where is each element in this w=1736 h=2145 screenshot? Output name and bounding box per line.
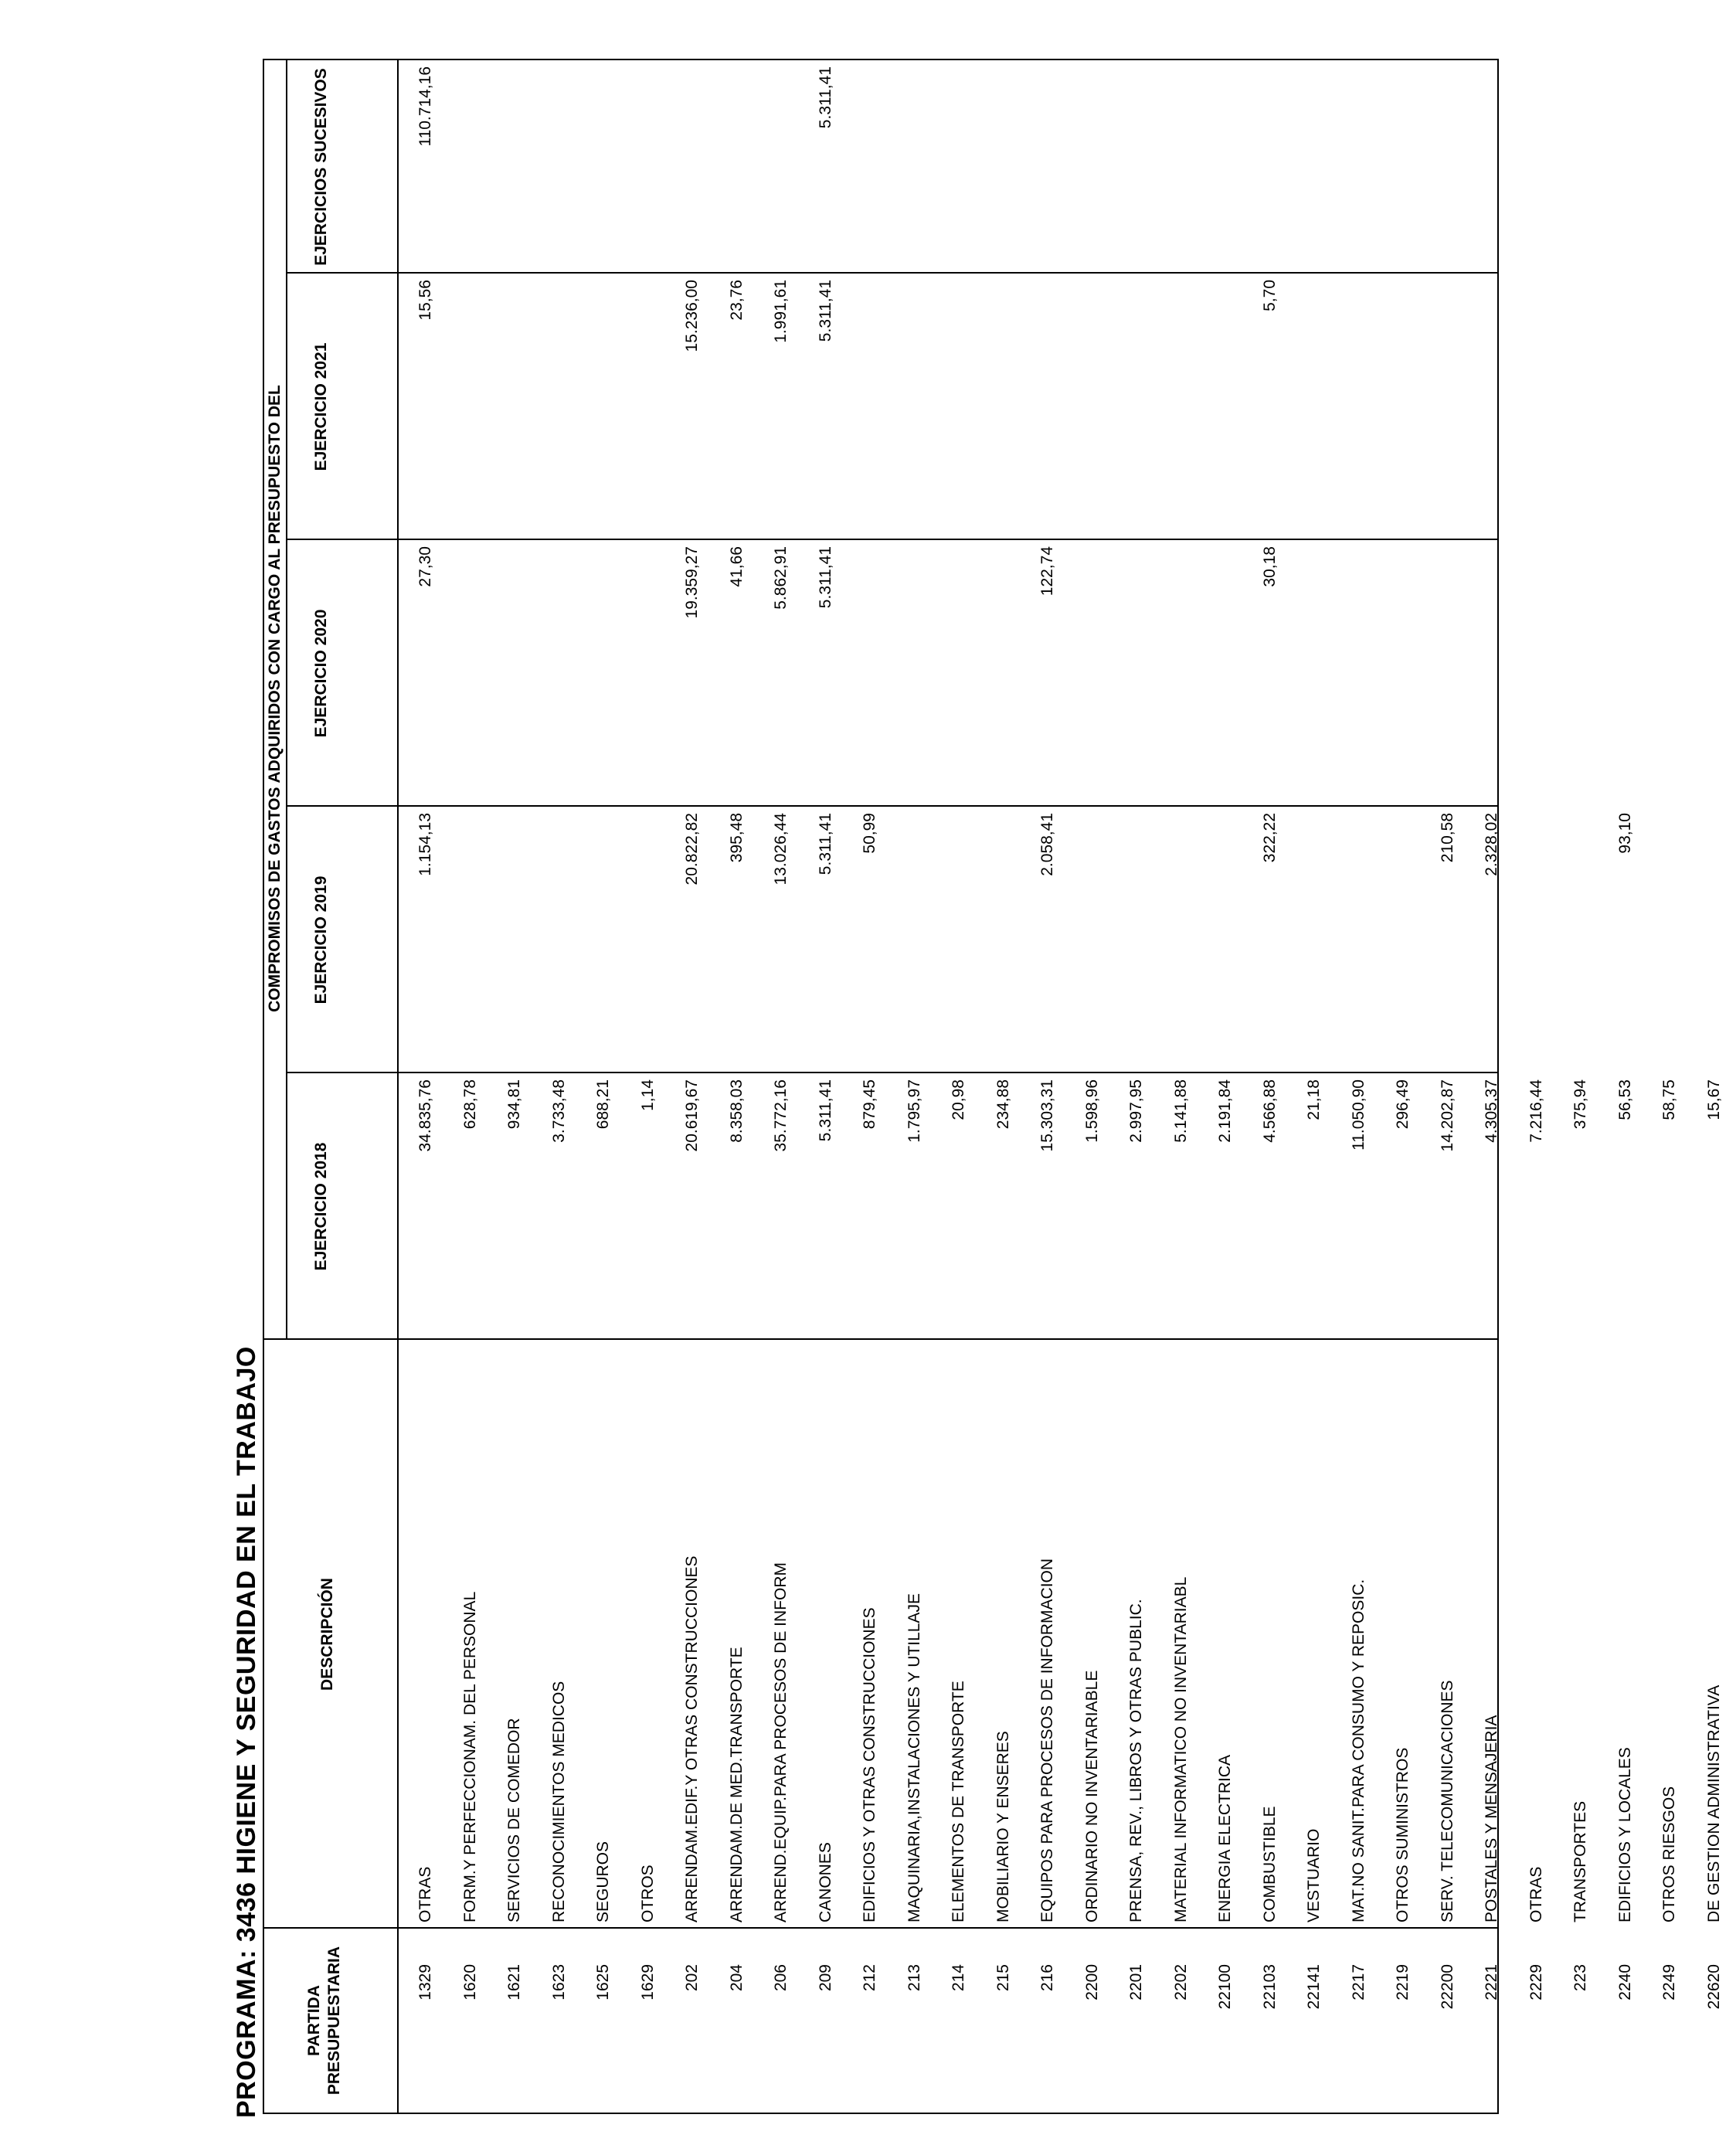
- ejercicio-2020-cell: [1381, 540, 1425, 807]
- ejercicio-2018-cell: 20.619,67: [683, 1079, 701, 1152]
- partida-code: 22141: [1305, 1964, 1323, 2010]
- descripcion-cell: POSTALES Y MENSAJERIA: [1483, 1715, 1500, 1922]
- partida-code: 206: [772, 1964, 790, 1992]
- ejercicio-2021-cell: [1558, 274, 1603, 540]
- partida-code: 1329: [416, 1964, 434, 2001]
- ejercicio-2019-cell: 2.058,41: [1038, 813, 1056, 876]
- ejercicio-2019-cell: 2.328,02: [1483, 813, 1500, 876]
- partida-code: 22200: [1438, 1964, 1456, 2010]
- partida-code: 2202: [1171, 1964, 1190, 2001]
- ejercicio-2020-cell: [1337, 540, 1381, 807]
- ejercicios-sucesivos-cell: [537, 60, 582, 274]
- table-row: [1025, 60, 1070, 2113]
- descripcion-cell: VESTUARIO: [1305, 1828, 1323, 1922]
- ejercicio-2021-cell: 1.991,61: [772, 280, 790, 343]
- ejercicios-sucesivos-cell: [759, 60, 803, 274]
- ejercicios-sucesivos-cell: 110.714,16: [416, 66, 434, 147]
- ejercicio-2020-cell: 30,18: [1260, 546, 1279, 587]
- header-ejercicio-2019: EJERCICIO 2019: [312, 875, 330, 1005]
- ejercicios-sucesivos-cell: [1248, 60, 1293, 274]
- ejercicio-2018-cell: 1.598,96: [1082, 1079, 1101, 1143]
- ejercicio-2020-cell: 122,74: [1038, 546, 1056, 597]
- ejercicio-2021-cell: 5,70: [1260, 280, 1279, 311]
- ejercicio-2021-cell: [1647, 274, 1692, 540]
- partida-code: 209: [816, 1964, 834, 1992]
- ejercicios-sucesivos-cell: [492, 60, 537, 274]
- ejercicio-2021-cell: 15.236,00: [683, 280, 701, 352]
- table-row: [892, 60, 937, 2113]
- ejercicio-2019-cell: [981, 807, 1026, 1073]
- ejercicio-2018-cell: 20,98: [950, 1079, 967, 1120]
- ejercicio-2021-cell: [848, 274, 892, 540]
- ejercicio-2019-cell: [1159, 807, 1204, 1073]
- ejercicio-2021-cell: [1292, 274, 1337, 540]
- ejercicio-2021-cell: [892, 274, 937, 540]
- ejercicios-sucesivos-cell: [981, 60, 1026, 274]
- program-title: PROGRAMA: 3436 HIGIENE Y SEGURIDAD EN EL TRABAJO: [232, 1346, 261, 2118]
- ejercicio-2018-cell: 21,18: [1305, 1079, 1323, 1120]
- partida-code: 216: [1038, 1964, 1056, 1992]
- ejercicio-2021-cell: [626, 274, 671, 540]
- ejercicios-sucesivos-cell: [1381, 60, 1425, 274]
- ejercicios-sucesivos-cell: [715, 60, 759, 274]
- ejercicio-2020-cell: [537, 540, 582, 807]
- ejercicio-2021-cell: 23,76: [727, 280, 746, 321]
- ejercicios-sucesivos-cell: [1292, 60, 1337, 274]
- ejercicio-2020-cell: 27,30: [416, 546, 434, 587]
- table-row: [1337, 60, 1381, 2113]
- ejercicio-2020-cell: [1558, 540, 1603, 807]
- ejercicio-2021-cell: [1603, 274, 1648, 540]
- partida-code: 202: [683, 1964, 701, 1992]
- header-bottom-line: [397, 60, 399, 2113]
- ejercicio-2018-cell: 1,14: [638, 1079, 657, 1111]
- descripcion-cell: MAT.NO SANIT.PARA CONSUMO Y REPOSIC.: [1349, 1579, 1367, 1922]
- ejercicio-2018-cell: 296,49: [1394, 1079, 1412, 1130]
- ejercicio-2021-cell: [1114, 274, 1159, 540]
- partida-code: 2221: [1483, 1964, 1500, 2001]
- ejercicio-2021-cell: [537, 274, 582, 540]
- header-ejercicio-2018: EJERCICIO 2018: [312, 1142, 330, 1271]
- partida-code: 2229: [1527, 1964, 1545, 2001]
- partida-code: 1625: [594, 1964, 612, 2001]
- ejercicios-sucesivos-cell: [1203, 60, 1248, 274]
- header-partida-line1: PARTIDA: [305, 1985, 323, 2056]
- descripcion-cell: CANONES: [816, 1842, 834, 1922]
- ejercicios-sucesivos-cell: [1692, 60, 1736, 274]
- descripcion-cell: EDIFICIOS Y LOCALES: [1615, 1747, 1634, 1922]
- ejercicio-2019-cell: [626, 807, 671, 1073]
- partida-code: 2217: [1349, 1964, 1367, 2001]
- table-row: [981, 60, 1026, 2113]
- ejercicio-2018-cell: 56,53: [1615, 1079, 1634, 1120]
- ejercicios-sucesivos-cell: [1425, 60, 1470, 274]
- table-row: [403, 60, 448, 2113]
- descripcion-cell: MATERIAL INFORMATICO NO INVENTARIABL: [1171, 1576, 1190, 1922]
- ejercicio-2020-cell: [1603, 540, 1648, 807]
- ejercicios-sucesivos-cell: [936, 60, 981, 274]
- ejercicio-2018-cell: 879,45: [861, 1079, 878, 1130]
- ejercicio-2021-cell: [1425, 274, 1470, 540]
- ejercicio-2018-cell: 3.733,48: [549, 1079, 568, 1143]
- ejercicio-2018-cell: 4.566,88: [1260, 1079, 1279, 1143]
- ejercicio-2020-cell: [1292, 540, 1337, 807]
- ejercicio-2020-cell: [492, 540, 537, 807]
- table-row: [1248, 60, 1293, 2113]
- partida-code: 1620: [460, 1964, 479, 2001]
- ejercicio-2021-cell: [1692, 274, 1736, 540]
- ejercicio-2020-cell: [1469, 540, 1514, 807]
- table-row: [848, 60, 892, 2113]
- table-row: [715, 60, 759, 2113]
- descripcion-cell: ARRENDAM.EDIF.Y OTRAS CONSTRUCCIONES: [683, 1555, 701, 1922]
- ejercicio-2019-cell: 5.311,41: [816, 813, 834, 875]
- ejercicios-sucesivos-cell: [1337, 60, 1381, 274]
- ejercicio-2018-cell: 5.311,41: [816, 1079, 834, 1142]
- ejercicio-2021-cell: [936, 274, 981, 540]
- table-row: [1469, 60, 1514, 2113]
- descripcion-cell: ENERGIA ELECTRICA: [1216, 1754, 1234, 1922]
- partida-code: 22100: [1216, 1964, 1234, 2010]
- ejercicio-2018-cell: 234,88: [994, 1079, 1012, 1130]
- ejercicio-2021-cell: [1070, 274, 1115, 540]
- ejercicios-sucesivos-cell: [1647, 60, 1692, 274]
- descripcion-cell: FORM.Y PERFECCIONAM. DEL PERSONAL: [460, 1591, 479, 1922]
- descripcion-cell: SERV. TELECOMUNICACIONES: [1438, 1680, 1456, 1922]
- ejercicio-2021-cell: 5.311,41: [816, 280, 834, 342]
- ejercicios-sucesivos-cell: [448, 60, 493, 274]
- ejercicio-2018-cell: 11.050,90: [1349, 1079, 1367, 1151]
- ejercicio-2020-cell: [581, 540, 626, 807]
- ejercicio-2018-cell: 34.835,76: [416, 1079, 434, 1152]
- partida-code: 2200: [1082, 1964, 1101, 2001]
- header-partida-line2: PRESUPUESTARIA: [325, 1946, 343, 2096]
- ejercicio-2019-cell: 210,58: [1438, 813, 1456, 863]
- table-row: [1292, 60, 1337, 2113]
- ejercicio-2020-cell: [936, 540, 981, 807]
- ejercicio-2021-cell: [1203, 274, 1248, 540]
- partida-code: 22620: [1704, 1964, 1723, 2010]
- header-ejercicios-sucesivos: EJERCICIOS SUCESIVOS: [312, 68, 330, 266]
- ejercicio-2019-cell: [1337, 807, 1381, 1073]
- ejercicio-2020-cell: [1514, 540, 1559, 807]
- ejercicio-2018-cell: 934,81: [505, 1079, 523, 1130]
- table-row: [759, 60, 803, 2113]
- ejercicio-2021-cell: 15,56: [416, 280, 434, 321]
- descripcion-cell: EDIFICIOS Y OTRAS CONSTRUCCIONES: [861, 1607, 878, 1922]
- descripcion-cell: OTROS SUMINISTROS: [1394, 1747, 1412, 1922]
- ejercicio-2020-cell: [1070, 540, 1115, 807]
- ejercicio-2020-cell: [1114, 540, 1159, 807]
- table-row: [1203, 60, 1248, 2113]
- ejercicio-2019-cell: [581, 807, 626, 1073]
- ejercicio-2019-cell: [492, 807, 537, 1073]
- header-ejercicio-2020: EJERCICIO 2020: [312, 609, 330, 738]
- table-row: [448, 60, 493, 2113]
- table-row: [1603, 60, 1648, 2113]
- partida-code: 214: [950, 1964, 967, 1992]
- ejercicio-2021-cell: [448, 274, 493, 540]
- descripcion-cell: ORDINARIO NO INVENTARIABLE: [1082, 1670, 1101, 1922]
- ejercicio-2020-cell: [626, 540, 671, 807]
- ejercicio-2019-cell: [1558, 807, 1603, 1073]
- ejercicios-sucesivos-cell: [626, 60, 671, 274]
- descripcion-cell: DE GESTION ADMINISTRATIVA: [1704, 1684, 1723, 1922]
- ejercicio-2020-cell: [1647, 540, 1692, 807]
- table-row: [581, 60, 626, 2113]
- ejercicio-2019-cell: 1.154,13: [416, 813, 434, 876]
- ejercicio-2021-cell: [1469, 274, 1514, 540]
- ejercicio-2019-cell: [892, 807, 937, 1073]
- header-partida: [304, 1929, 345, 2113]
- header-split-line: [286, 60, 287, 1340]
- ejercicios-sucesivos-cell: [892, 60, 937, 274]
- ejercicios-sucesivos-cell: 5.311,41: [816, 66, 834, 129]
- ejercicio-2018-cell: 8.358,03: [727, 1079, 746, 1143]
- ejercicio-2018-cell: 7.216,44: [1527, 1079, 1545, 1143]
- partida-code: 2240: [1615, 1964, 1634, 2001]
- descripcion-cell: OTROS: [638, 1865, 657, 1922]
- descripcion-cell: ELEMENTOS DE TRANSPORTE: [950, 1681, 967, 1922]
- header-compromisos: COMPROMISOS DE GASTOS ADQUIRIDOS CON CARGO AL PRESUPUESTO DEL: [266, 385, 284, 1012]
- ejercicio-2019-cell: [1292, 807, 1337, 1073]
- ejercicio-2018-cell: 375,94: [1571, 1079, 1589, 1130]
- ejercicio-2021-cell: [581, 274, 626, 540]
- ejercicio-2018-cell: 2.191,84: [1216, 1079, 1234, 1143]
- ejercicio-2020-cell: [1425, 540, 1470, 807]
- ejercicio-2019-cell: 20.822,82: [683, 813, 701, 886]
- ejercicio-2019-cell: [1692, 807, 1736, 1073]
- budget-table: [263, 59, 1723, 2114]
- ejercicio-2021-cell: [981, 274, 1026, 540]
- ejercicio-2019-cell: [1514, 807, 1559, 1073]
- ejercicio-2021-cell: [1337, 274, 1381, 540]
- ejercicios-sucesivos-cell: [670, 60, 715, 274]
- descripcion-cell: TRANSPORTES: [1571, 1800, 1589, 1922]
- ejercicio-2019-cell: [1070, 807, 1115, 1073]
- ejercicios-sucesivos-cell: [1514, 60, 1559, 274]
- ejercicio-2019-cell: [1647, 807, 1692, 1073]
- ejercicio-2018-cell: 5.141,88: [1171, 1079, 1190, 1143]
- ejercicios-sucesivos-cell: [1558, 60, 1603, 274]
- descripcion-cell: ARRENDAM.DE MED.TRANSPORTE: [727, 1647, 746, 1922]
- descripcion-cell: ARREND.EQUIP.PARA PROCESOS DE INFORM: [772, 1562, 790, 1922]
- partida-code: 1629: [638, 1964, 657, 2001]
- table-row: [1070, 60, 1115, 2113]
- descripcion-cell: SEGUROS: [594, 1841, 612, 1922]
- ejercicio-2021-cell: [1025, 274, 1070, 540]
- ejercicio-2021-cell: [1381, 274, 1425, 540]
- ejercicio-2019-cell: 322,22: [1260, 813, 1279, 863]
- descripcion-cell: MAQUINARIA,INSTALACIONES Y UTILLAJE: [905, 1593, 923, 1922]
- ejercicio-2019-cell: [448, 807, 493, 1073]
- ejercicio-2018-cell: 35.772,16: [772, 1079, 790, 1152]
- ejercicio-2019-cell: [1114, 807, 1159, 1073]
- table-row: [1159, 60, 1204, 2113]
- partida-code: 215: [994, 1964, 1012, 1992]
- ejercicio-2018-cell: 2.997,95: [1127, 1079, 1145, 1143]
- partida-code: 212: [861, 1964, 878, 1992]
- ejercicio-2018-cell: 1.795,97: [905, 1079, 923, 1143]
- descripcion-cell: EQUIPOS PARA PROCESOS DE INFORMACION: [1038, 1558, 1056, 1922]
- descripcion-cell: OTRAS: [416, 1866, 434, 1922]
- ejercicio-2018-cell: 15,67: [1704, 1079, 1723, 1120]
- descripcion-cell: RECONOCIMIENTOS MEDICOS: [549, 1681, 568, 1922]
- ejercicios-sucesivos-cell: [1469, 60, 1514, 274]
- ejercicio-2021-cell: [492, 274, 537, 540]
- descripcion-cell: OTROS RIESGOS: [1660, 1786, 1678, 1922]
- ejercicio-2020-cell: 41,66: [727, 546, 746, 587]
- table-row: [1514, 60, 1559, 2113]
- ejercicio-2020-cell: 5.862,91: [772, 546, 790, 610]
- ejercicio-2018-cell: 4.305,37: [1483, 1079, 1500, 1143]
- partida-code: 1621: [505, 1964, 523, 2001]
- ejercicio-2021-cell: [1514, 274, 1559, 540]
- ejercicio-2020-cell: [981, 540, 1026, 807]
- table-row: [492, 60, 537, 2113]
- ejercicio-2019-cell: 395,48: [727, 813, 746, 863]
- partida-code: 204: [727, 1964, 746, 1992]
- table-body: [403, 60, 1736, 2113]
- ejercicio-2020-cell: [448, 540, 493, 807]
- ejercicios-sucesivos-cell: [1070, 60, 1115, 274]
- partida-code: 2219: [1394, 1964, 1412, 2001]
- descripcion-cell: MOBILIARIO Y ENSERES: [994, 1731, 1012, 1922]
- partida-code: 2201: [1127, 1964, 1145, 2001]
- ejercicio-2018-cell: 58,75: [1660, 1079, 1678, 1120]
- table-row: [936, 60, 981, 2113]
- table-row: [670, 60, 715, 2113]
- partida-code: 22103: [1260, 1964, 1279, 2010]
- ejercicio-2019-cell: 93,10: [1615, 813, 1634, 854]
- ejercicios-sucesivos-cell: [581, 60, 626, 274]
- ejercicio-2019-cell: 50,99: [861, 813, 878, 854]
- descripcion-cell: OTRAS: [1527, 1866, 1545, 1922]
- table-row: [1425, 60, 1470, 2113]
- ejercicio-2019-cell: [1381, 807, 1425, 1073]
- table-row: [803, 60, 848, 2113]
- ejercicio-2018-cell: 14.202,87: [1438, 1079, 1456, 1152]
- header-ejercicio-2021: EJERCICIO 2021: [312, 342, 330, 471]
- ejercicio-2020-cell: [892, 540, 937, 807]
- ejercicios-sucesivos-cell: [1159, 60, 1204, 274]
- ejercicio-2020-cell: 19.359,27: [683, 546, 701, 619]
- partida-code: 1623: [549, 1964, 568, 2001]
- header-descripcion: DESCRIPCIÓN: [318, 1578, 336, 1691]
- descripcion-cell: COMBUSTIBLE: [1260, 1806, 1279, 1922]
- partida-code: 223: [1571, 1964, 1589, 1992]
- ejercicios-sucesivos-cell: [1025, 60, 1070, 274]
- ejercicios-sucesivos-cell: [1603, 60, 1648, 274]
- ejercicio-2019-cell: [936, 807, 981, 1073]
- ejercicio-2019-cell: 13.026,44: [772, 813, 790, 886]
- table-row: [1114, 60, 1159, 2113]
- table-row: [1692, 60, 1736, 2113]
- table-row: [1558, 60, 1603, 2113]
- ejercicio-2020-cell: [848, 540, 892, 807]
- ejercicios-sucesivos-cell: [848, 60, 892, 274]
- ejercicio-2019-cell: [537, 807, 582, 1073]
- descripcion-cell: SERVICIOS DE COMEDOR: [505, 1718, 523, 1922]
- ejercicio-2020-cell: [1692, 540, 1736, 807]
- ejercicio-2018-cell: 688,21: [594, 1079, 612, 1130]
- table-row: [1381, 60, 1425, 2113]
- table-row: [537, 60, 582, 2113]
- partida-code: 213: [905, 1964, 923, 1992]
- ejercicios-sucesivos-cell: [1114, 60, 1159, 274]
- table-row: [626, 60, 671, 2113]
- table-row: [1647, 60, 1692, 2113]
- descripcion-cell: PRENSA, REV., LIBROS Y OTRAS PUBLIC.: [1127, 1599, 1145, 1922]
- ejercicio-2020-cell: [1203, 540, 1248, 807]
- ejercicio-2018-cell: 15.303,31: [1038, 1079, 1056, 1152]
- ejercicio-2020-cell: [1159, 540, 1204, 807]
- ejercicio-2020-cell: 5.311,41: [816, 546, 834, 609]
- ejercicio-2018-cell: 628,78: [460, 1079, 479, 1130]
- ejercicio-2019-cell: [1203, 807, 1248, 1073]
- partida-code: 2249: [1660, 1964, 1678, 2001]
- ejercicio-2021-cell: [1159, 274, 1204, 540]
